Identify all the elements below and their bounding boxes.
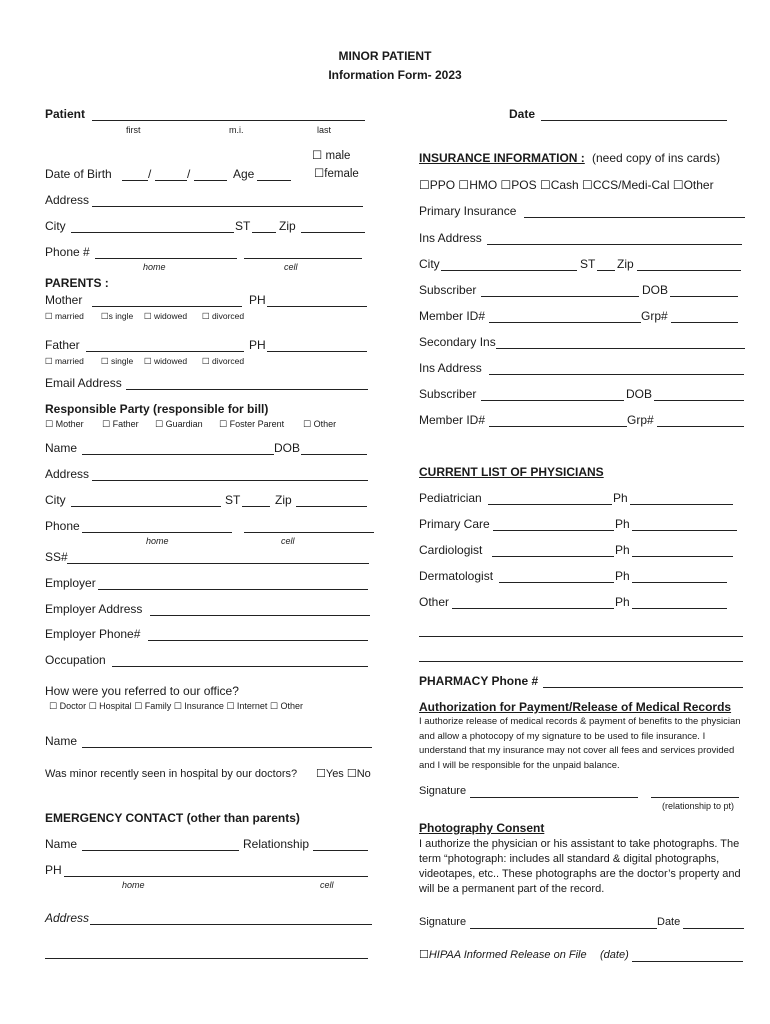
zip-label: Zip [279, 219, 296, 233]
hint-cell: cell [320, 880, 334, 890]
plan-type-options[interactable]: ☐PPO ☐HMO ☐POS ☐Cash ☐CCS/Medi-Cal ☐Other [419, 178, 714, 192]
hint-cell: cell [284, 262, 298, 272]
dob-slash: / [187, 167, 191, 181]
photo-date-label: Date [657, 916, 681, 928]
age-field[interactable] [257, 180, 291, 181]
emergency-name-field[interactable] [82, 850, 239, 851]
ins-zip-field[interactable] [637, 270, 741, 271]
pediatrician-phone-field[interactable] [630, 504, 733, 505]
secondary-ins-label: Secondary Ins [419, 335, 496, 349]
father-married-checkbox[interactable]: ☐ married [45, 356, 84, 366]
cardiologist-phone-field[interactable] [632, 556, 733, 557]
male-checkbox[interactable]: ☐ male [312, 150, 351, 162]
hint-first: first [126, 125, 141, 135]
resp-guardian-checkbox[interactable]: ☐ Guardian [155, 419, 203, 429]
dob-slash: / [148, 167, 152, 181]
father-divorced-checkbox[interactable]: ☐ divorced [202, 356, 245, 366]
dob-day-field[interactable] [155, 180, 187, 181]
group-field[interactable] [671, 322, 738, 323]
other-physician-phone-field[interactable] [632, 608, 727, 609]
ins-address2-label: Ins Address [419, 361, 482, 375]
primary-care-field[interactable] [493, 530, 614, 531]
emergency-address-line2-field[interactable] [45, 958, 368, 959]
auth-signature-label: Signature [419, 785, 467, 797]
emergency-address-field[interactable] [90, 924, 372, 925]
mother-widowed-checkbox[interactable]: ☐ widowed [144, 311, 188, 321]
group-label: Grp# [641, 309, 668, 323]
patient-name-field[interactable] [92, 120, 365, 121]
pharmacy-label: PHARMACY Phone # [419, 674, 539, 688]
subscriber2-label: Subscriber [419, 387, 477, 401]
insurance-note: (need copy of ins cards) [592, 151, 721, 165]
dob-month-field[interactable] [122, 180, 148, 181]
authorization-text: I authorize release of medical records & payment of benefits to the physician and allow a photocopy of my signature to be used to file insurance. I understand that my insurance may not cover all fees and services provided and I will be responsible for the unpaid balance. [419, 716, 741, 771]
mother-name-field[interactable] [92, 306, 242, 307]
primary-care-label: Primary Care [419, 517, 490, 531]
age-label: Age [233, 167, 255, 181]
mother-label: Mother [45, 293, 83, 307]
primary-insurance-field[interactable] [524, 217, 745, 218]
emergency-phone-field[interactable] [64, 876, 368, 877]
resp-phone-label: Phone [45, 519, 80, 533]
photography-heading: Photography Consent [419, 821, 545, 835]
hospital-yes-no-checkbox[interactable]: ☐Yes ☐No [316, 768, 371, 780]
primary-care-ph-label: Ph [615, 517, 630, 531]
cell-phone-field[interactable] [244, 258, 362, 259]
resp-zip-field[interactable] [296, 506, 367, 507]
dermatologist-phone-field[interactable] [632, 582, 727, 583]
resp-name-field[interactable] [82, 454, 274, 455]
hint-last: last [317, 125, 332, 135]
responsible-party-heading: Responsible Party (responsible for bill) [45, 402, 269, 416]
subscriber-dob-label: DOB [642, 283, 669, 297]
hint-home: home [122, 880, 145, 890]
pediatrician-label: Pediatrician [419, 491, 482, 505]
ins-address-field[interactable] [487, 244, 742, 245]
employer-field[interactable] [98, 589, 368, 590]
referral-options[interactable]: ☐ Doctor ☐ Hospital ☐ Family ☐ Insurance ☐ Internet ☐ Other [49, 701, 303, 711]
father-label: Father [45, 338, 80, 352]
father-widowed-checkbox[interactable]: ☐ widowed [144, 356, 188, 366]
resp-father-checkbox[interactable]: ☐ Father [102, 419, 139, 429]
patient-label: Patient [45, 107, 86, 121]
cardiologist-ph-label: Ph [615, 543, 630, 557]
address-field[interactable] [92, 206, 363, 207]
resp-zip-label: Zip [275, 493, 292, 507]
ins-zip-label: Zip [617, 257, 634, 271]
resp-city-label: City [45, 493, 66, 507]
referral-name-field[interactable] [82, 747, 372, 748]
resp-address-label: Address [45, 467, 90, 481]
state-field[interactable] [252, 232, 276, 233]
zip-field[interactable] [301, 232, 365, 233]
referral-name-label: Name [45, 734, 78, 748]
photography-text: I authorize the physician or his assistant to take photographs. The term “photograph: includes all standard & digital photographs, videotapes, etc.. These photographs are the doctor’s property and will be a permanent part of the record. [419, 838, 741, 895]
father-name-field[interactable] [86, 351, 244, 352]
resp-cell-phone-field[interactable] [244, 532, 374, 533]
ss-label: SS# [45, 550, 68, 564]
secondary-ins-field[interactable] [496, 348, 745, 349]
subscriber2-field[interactable] [481, 400, 624, 401]
hint-mi: m.i. [229, 125, 244, 135]
photo-date-field[interactable] [683, 928, 744, 929]
cardiologist-label: Cardiologist [419, 543, 483, 557]
other-physician-label: Other [419, 595, 450, 609]
email-field[interactable] [126, 389, 368, 390]
subscriber2-dob-label: DOB [626, 387, 653, 401]
employer-phone-field[interactable] [148, 640, 368, 641]
dob-year-field[interactable] [194, 180, 227, 181]
member-id-label: Member ID# [419, 309, 486, 323]
resp-mother-checkbox[interactable]: ☐ Mother [45, 419, 84, 429]
subscriber-field[interactable] [481, 296, 639, 297]
subscriber-label: Subscriber [419, 283, 477, 297]
resp-foster-checkbox[interactable]: ☐ Foster Parent [219, 419, 285, 429]
resp-city-field[interactable] [71, 506, 221, 507]
st-label: ST [235, 219, 251, 233]
pediatrician-field[interactable] [488, 504, 612, 505]
city-label: City [45, 219, 66, 233]
employer-address-label: Employer Address [45, 602, 143, 616]
hipaa-date-label: (date) [600, 949, 629, 961]
father-phone-field[interactable] [267, 351, 367, 352]
primary-insurance-label: Primary Insurance [419, 204, 517, 218]
form-subtitle: Information Form- 2023 [328, 68, 462, 82]
emergency-ph-label: PH [45, 863, 62, 877]
mother-ph-label: PH [249, 293, 266, 307]
occupation-label: Occupation [45, 653, 106, 667]
resp-home-phone-field[interactable] [82, 532, 232, 533]
mother-married-checkbox[interactable]: ☐ married [45, 311, 84, 321]
father-ph-label: PH [249, 338, 266, 352]
subscriber2-dob-field[interactable] [654, 400, 744, 401]
auth-signature-field[interactable] [470, 797, 638, 798]
referral-question: How were you referred to our office? [45, 684, 239, 698]
physician-extra-line-2[interactable] [419, 661, 743, 662]
hint-cell: cell [281, 536, 295, 546]
dermatologist-label: Dermatologist [419, 569, 494, 583]
resp-address-field[interactable] [92, 480, 368, 481]
emergency-contact-heading: EMERGENCY CONTACT (other than parents) [45, 811, 300, 825]
ins-st-label: ST [580, 257, 596, 271]
mother-single-checkbox[interactable]: ☐s ingle [101, 311, 134, 321]
mother-divorced-checkbox[interactable]: ☐ divorced [202, 311, 245, 321]
ins-city-field[interactable] [441, 270, 577, 271]
form-title: MINOR PATIENT [338, 49, 432, 63]
relationship-field[interactable] [313, 850, 368, 851]
pediatrician-ph-label: Ph [613, 491, 628, 505]
hospital-question: Was minor recently seen in hospital by our doctors? [45, 768, 298, 780]
date-label: Date [509, 107, 536, 121]
primary-care-phone-field[interactable] [632, 530, 737, 531]
email-label: Email Address [45, 376, 122, 390]
parents-heading: PARENTS : [45, 276, 109, 290]
date-field[interactable] [541, 120, 727, 121]
hint-home: home [143, 262, 166, 272]
emergency-address-label: Address [45, 911, 90, 925]
resp-st-label: ST [225, 493, 241, 507]
female-checkbox[interactable]: ☐female [314, 168, 359, 180]
hipaa-checkbox[interactable]: ☐HIPAA Informed Release on File [419, 949, 587, 961]
group2-field[interactable] [657, 426, 744, 427]
employer-address-field[interactable] [150, 615, 370, 616]
relationship-label: Relationship [243, 837, 310, 851]
relationship-hint: (relationship to pt) [662, 801, 735, 811]
physicians-heading: CURRENT LIST OF PHYSICIANS [419, 465, 604, 479]
pharmacy-phone-field[interactable] [543, 687, 743, 688]
home-phone-field[interactable] [95, 258, 237, 259]
ss-field[interactable] [67, 563, 369, 564]
other-ph-label: Ph [615, 595, 630, 609]
physician-extra-line-1[interactable] [419, 636, 743, 637]
hipaa-date-field[interactable] [632, 961, 743, 962]
authorization-heading: Authorization for Payment/Release of Medical Records [419, 700, 732, 714]
resp-state-field[interactable] [242, 506, 270, 507]
employer-label: Employer [45, 576, 96, 590]
auth-relationship-field[interactable] [651, 797, 739, 798]
dermatologist-ph-label: Ph [615, 569, 630, 583]
address-label: Address [45, 193, 90, 207]
cardiologist-field[interactable] [492, 556, 614, 557]
employer-phone-label: Employer Phone# [45, 627, 141, 641]
ins-address-label: Ins Address [419, 231, 482, 245]
subscriber-dob-field[interactable] [670, 296, 738, 297]
resp-dob-field[interactable] [301, 454, 367, 455]
resp-dob-label: DOB [274, 441, 301, 455]
dob-label: Date of Birth [45, 167, 112, 181]
photo-signature-label: Signature [419, 916, 467, 928]
insurance-heading: INSURANCE INFORMATION : [419, 151, 585, 165]
group2-label: Grp# [627, 413, 654, 427]
phone-label: Phone # [45, 245, 90, 259]
other-physician-field[interactable] [452, 608, 614, 609]
occupation-field[interactable] [112, 666, 368, 667]
resp-name-label: Name [45, 441, 78, 455]
dermatologist-field[interactable] [499, 582, 614, 583]
photo-signature-field[interactable] [470, 928, 657, 929]
ins-city-label: City [419, 257, 440, 271]
city-field[interactable] [71, 232, 234, 233]
member-id2-label: Member ID# [419, 413, 486, 427]
father-single-checkbox[interactable]: ☐ single [101, 356, 134, 366]
member-id-field[interactable] [489, 322, 641, 323]
hint-home: home [146, 536, 169, 546]
resp-other-checkbox[interactable]: ☐ Other [303, 419, 337, 429]
emergency-name-label: Name [45, 837, 78, 851]
ins-address2-field[interactable] [489, 374, 744, 375]
mother-phone-field[interactable] [267, 306, 367, 307]
ins-state-field[interactable] [597, 270, 615, 271]
member-id2-field[interactable] [489, 426, 627, 427]
